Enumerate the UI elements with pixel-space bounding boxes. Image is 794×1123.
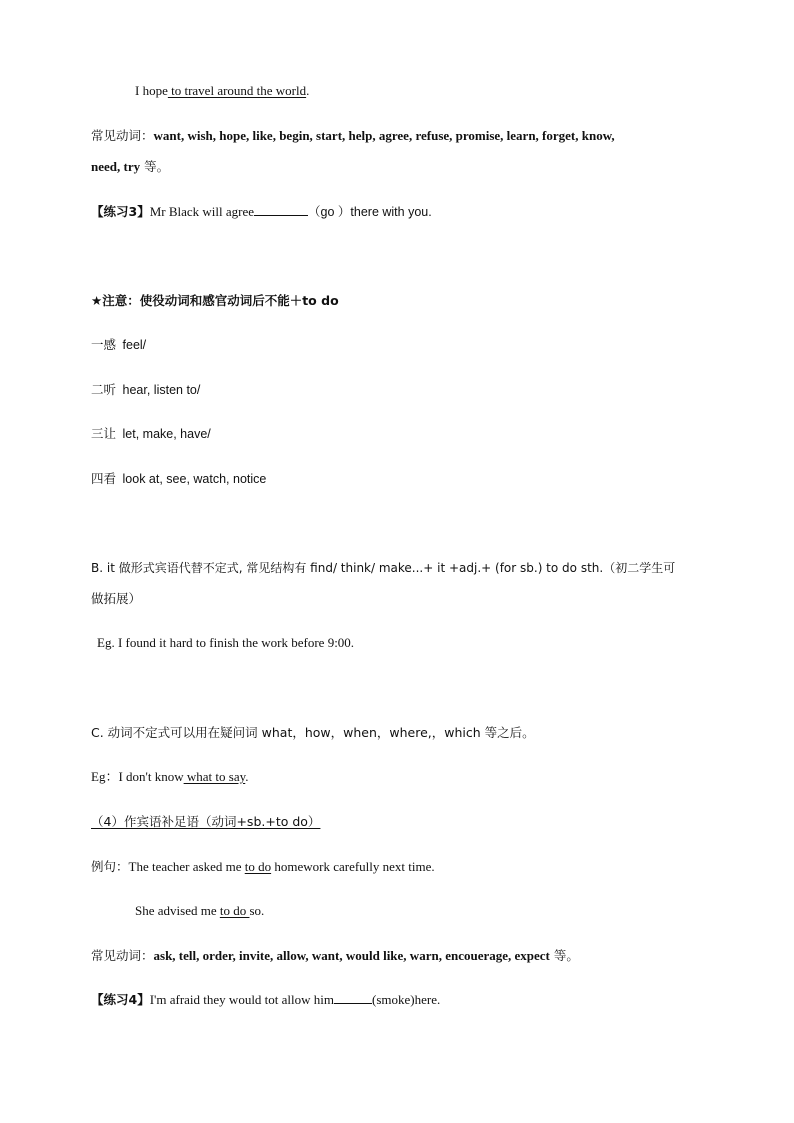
common-verbs-list: want, wish, hope, like, begin, start, help, agree, refuse, promise, learn, forget, know, xyxy=(153,128,615,143)
common-verbs-label: 常见动词： xyxy=(91,948,154,963)
note-item-en: feel/ xyxy=(122,338,147,352)
note-item-cn: 四看 xyxy=(91,471,117,486)
exercise-text: I'm afraid they would tot allow him xyxy=(149,992,335,1007)
note-item-4 xyxy=(91,470,266,488)
section-c-line-1: C. 动词不定式可以用在疑问词 what，how，when，where,，which 等之后。 xyxy=(91,725,535,740)
note-heading: ★注意：使役动词和感官动词后不能＋to do xyxy=(91,293,339,308)
underlined-phrase: to do xyxy=(244,859,272,874)
answer-blank[interactable] xyxy=(254,203,308,216)
example-sentence-hope xyxy=(135,82,309,100)
answer-blank[interactable] xyxy=(334,991,372,1004)
note-item-cn: 一感 xyxy=(91,337,117,352)
common-verbs-label: 常见动词： xyxy=(91,128,154,143)
note-item-en: look at, see, watch, notice xyxy=(122,472,267,486)
note-item-en: let, make, have/ xyxy=(122,427,211,441)
exercise-text: （go ）there with you. xyxy=(308,205,432,219)
example-text: . xyxy=(306,83,310,98)
common-verbs-line-2 xyxy=(91,158,169,176)
note-item-2 xyxy=(91,381,200,399)
common-verbs-list: ask, tell, order, invite, allow, want, would like, warn, encouerage, expect xyxy=(153,948,550,963)
section-4-heading: （4）作宾语补足语（动词+sb.+to do） xyxy=(91,814,321,829)
example-text: so. xyxy=(249,903,265,918)
example-text: Eg：I don't know xyxy=(91,769,184,784)
exercise-text: (smoke)here. xyxy=(372,992,441,1007)
common-verbs-end: 等。 xyxy=(140,159,170,174)
example-text: homework carefully next time. xyxy=(271,859,435,874)
section-4-example-1 xyxy=(91,858,435,876)
example-text: . xyxy=(245,769,249,784)
exercise-label: 【练习3】 xyxy=(91,204,150,219)
note-item-cn: 二听 xyxy=(91,382,117,397)
note-item-en: hear, listen to/ xyxy=(122,383,201,397)
underlined-phrase: to travel around the world xyxy=(167,83,307,98)
note-item-3 xyxy=(91,425,211,443)
example-text: I hope xyxy=(135,83,168,98)
section-4-example-2 xyxy=(135,902,264,920)
example-text: The teacher asked me xyxy=(128,859,245,874)
underlined-phrase: what to say xyxy=(183,769,246,784)
example-text: She advised me xyxy=(135,903,220,918)
exercise-label: 【练习4】 xyxy=(91,992,150,1007)
exercise-3 xyxy=(91,203,432,221)
common-verbs-end: 等。 xyxy=(549,948,579,963)
note-item-cn: 三让 xyxy=(91,426,117,441)
exercise-4 xyxy=(91,991,440,1009)
section-4-common-verbs xyxy=(91,947,579,965)
note-item-1 xyxy=(91,336,146,354)
section-c-example xyxy=(91,768,249,786)
section-b-line-1: B. it 做形式宾语代替不定式, 常见结构有 find/ think/ make...+ it +adj.+ (for sb.) to do sth.（初二学生可 xyxy=(91,561,676,575)
section-b-example: Eg. I found it hard to finish the work before 9:00. xyxy=(97,635,355,650)
common-verbs-list: need, try xyxy=(91,159,141,174)
section-b-line-2: 做拓展） xyxy=(91,591,142,606)
underlined-phrase: to do xyxy=(219,903,250,918)
example-label: 例句： xyxy=(91,859,129,874)
common-verbs-line-1 xyxy=(91,127,615,145)
exercise-text: Mr Black will agree xyxy=(149,204,255,219)
